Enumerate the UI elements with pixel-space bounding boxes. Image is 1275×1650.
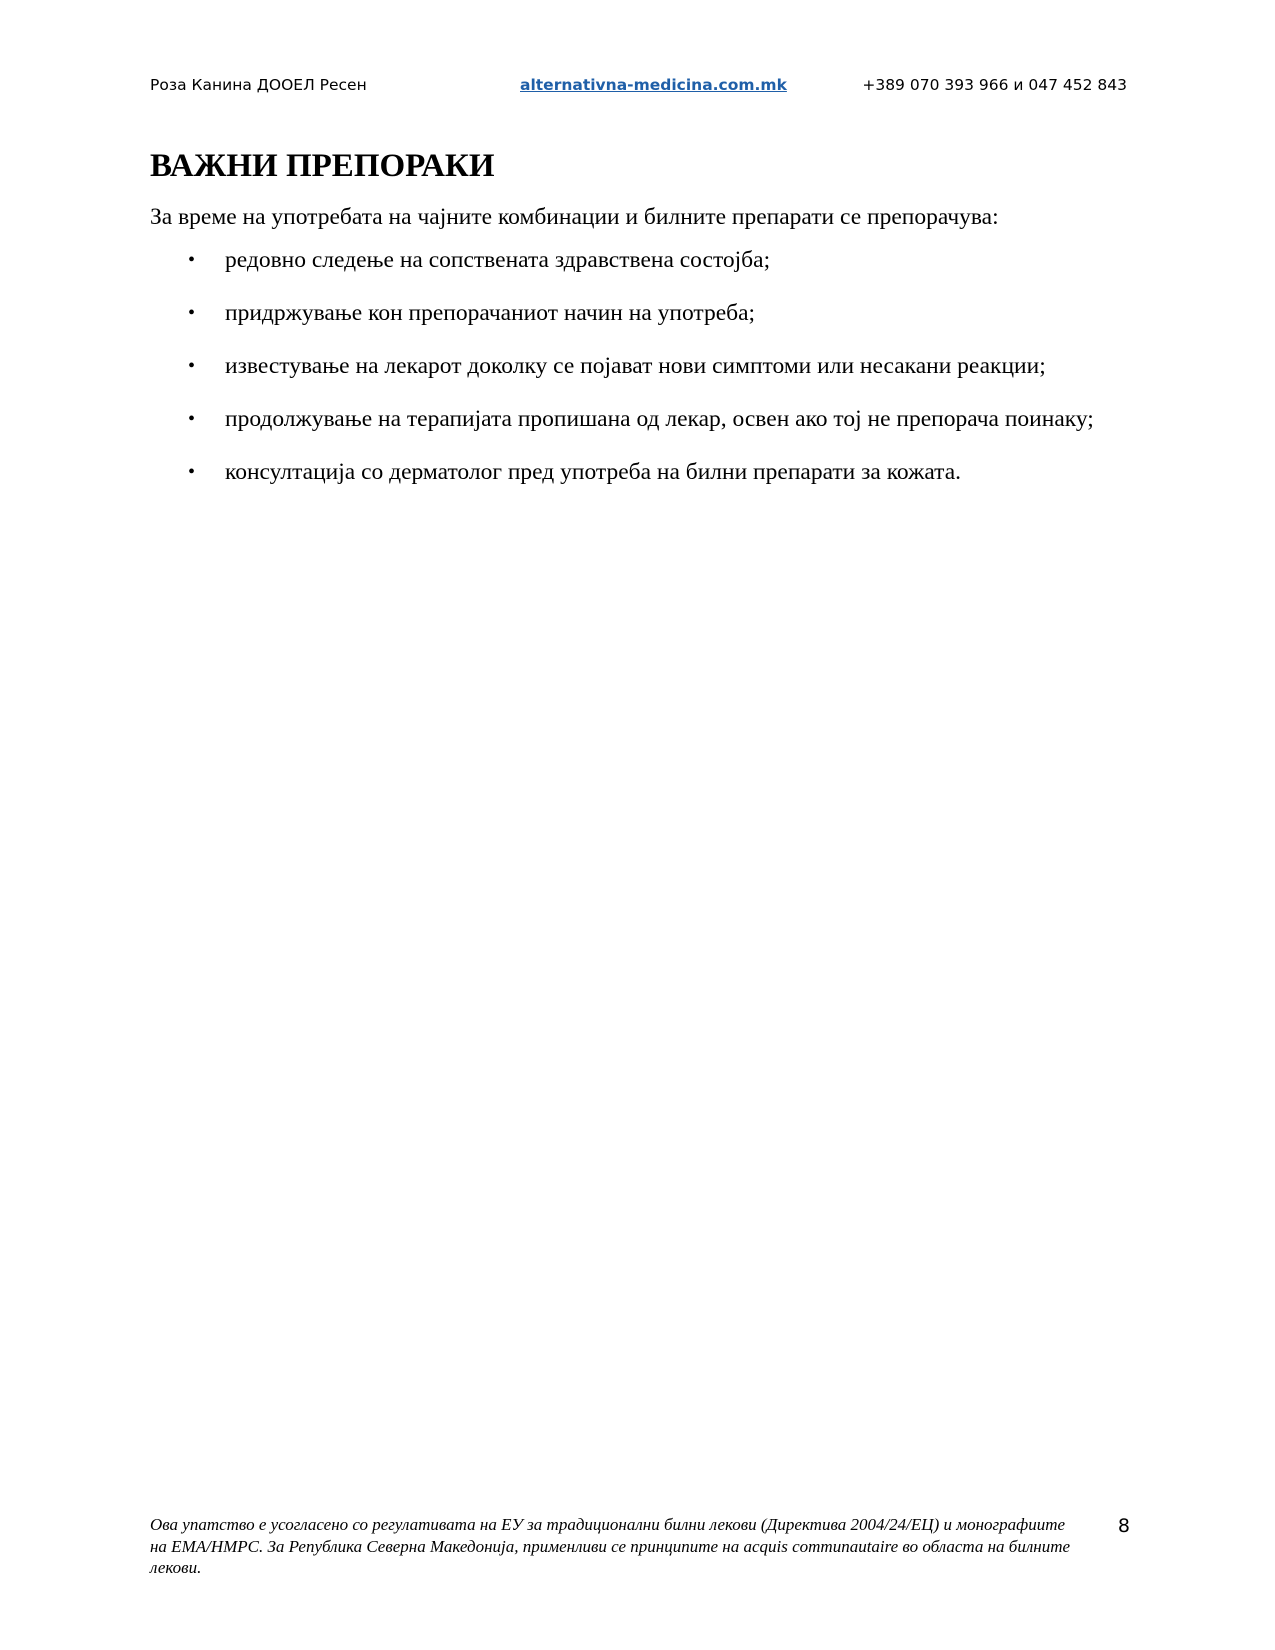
bullet-icon: • xyxy=(188,302,196,324)
list-item-text: продолжување на терапијата пропишана од лекар, освен ако тој не препорача поинаку; xyxy=(225,406,1094,432)
intro-text: За време на употребата на чајните комбинации и билните препарати се препорачува: xyxy=(150,204,999,230)
page-header xyxy=(150,76,1127,100)
bullet-icon: • xyxy=(188,408,196,430)
list-item xyxy=(150,453,1110,492)
list-item xyxy=(150,400,1110,439)
bullet-icon: • xyxy=(188,461,196,483)
list-item-text: консултација со дерматолог пред употреба на билни препарати за кожата. xyxy=(225,459,962,485)
list-item xyxy=(150,347,1110,386)
list-item-text: придржување кон препорачаниот начин на употреба; xyxy=(225,300,756,326)
section-heading: ВАЖНИ ПРЕПОРАКИ xyxy=(150,148,495,184)
recommendations-list xyxy=(150,241,1110,506)
page-number: 8 xyxy=(1117,1515,1130,1537)
bullet-icon: • xyxy=(188,355,196,377)
phone-numbers: +389 070 393 966 и 047 452 843 xyxy=(862,76,1127,94)
bullet-icon: • xyxy=(188,249,196,271)
company-name: Роза Канина ДООЕЛ Ресен xyxy=(150,76,367,94)
footer-disclaimer: Ова упатство е усогласено со регулативата на ЕУ за традиционални билни лекови (Директива 2004/24/ЕЦ) и монографиите на ЕМА/HMPC. За Република Северна Македонија, применливи се принципите на acquis communautaire во областа на билните лекови. xyxy=(150,1515,1071,1577)
list-item-text: редовно следење на сопствената здравствена состојба; xyxy=(225,247,771,273)
website-link[interactable]: alternativna-medicina.com.mk xyxy=(520,76,787,94)
list-item-text: известување на лекарот доколку се појават нови симптоми или несакани реакции; xyxy=(225,353,1046,379)
list-item xyxy=(150,294,1110,333)
list-item xyxy=(150,241,1110,280)
